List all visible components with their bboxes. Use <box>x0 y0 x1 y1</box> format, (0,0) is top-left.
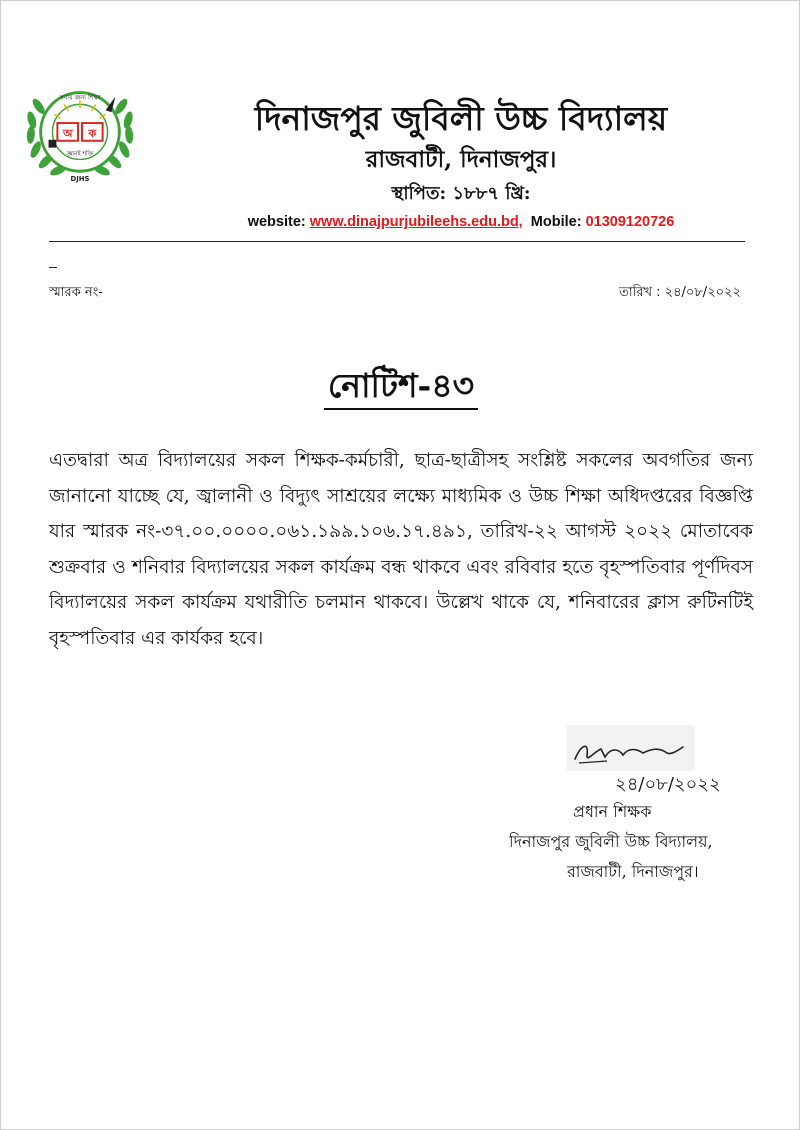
established-year: স্থাপিত: ১৮৮৭ খ্রি: <box>391 183 531 204</box>
handwritten-signature <box>567 725 695 771</box>
svg-text:অ: অ <box>63 126 73 140</box>
svg-text:DJHS: DJHS <box>70 175 90 184</box>
notice-title-text: নোটিশ-৪৩ <box>324 366 478 410</box>
svg-text:জ্ঞানই শক্তি: জ্ঞানই শক্তি <box>66 151 94 158</box>
mobile-label: Mobile: <box>530 214 582 230</box>
website-label: website: <box>247 214 306 230</box>
website-link[interactable]: www.dinajpurjubileehs.edu.bd, <box>309 214 523 230</box>
contact-line <box>151 212 771 232</box>
school-name: দিনাজপুর জুবিলী উচ্চ বিদ্যালয় <box>254 99 668 138</box>
signatory-school: দিনাজপুর জুবিলী উচ্চ বিদ্যালয়, <box>509 832 713 851</box>
header-divider-tail <box>49 267 57 268</box>
school-crest-logo <box>21 67 139 185</box>
notice-title <box>1 365 800 407</box>
signatory-address: রাজবাটী, দিনাজপুর। <box>567 862 699 881</box>
notice-date: তারিখ : ২৪/০৮/২০২২ <box>619 285 741 300</box>
memo-number-label: স্মারক নং- <box>49 285 103 300</box>
signatory-title: প্রধান শিক্ষক <box>573 802 652 821</box>
svg-text:ক: ক <box>88 126 97 140</box>
signature-date: ২৪/০৮/২০২২ <box>615 774 721 795</box>
header-divider <box>49 241 745 242</box>
school-address: রাজবাটী, দিনাজপুর। <box>365 146 557 173</box>
mobile-number: 01309120726 <box>585 214 675 230</box>
svg-text:সবার জন্য শিক্ষা: সবার জন্য শিক্ষা <box>59 93 101 102</box>
notice-body: এতদ্বারা অত্র বিদ্যালয়ের সকল শিক্ষক-কর্মচারী, ছাত্র-ছাত্রীসহ সংশ্লিষ্ট সকলের অবগতির জন্য জানানো যাচ্ছে যে, জ্বালানী ও বিদ্যুৎ সাশ্রয়ের লক্ষ্যে মাধ্যমিক ও উচ্চ শিক্ষা অধিদপ্তরের বিজ্ঞপ্তি যার স্মারক নং-৩৭.০০.০০০০.০৬১.১৯৯.১০৬.১৭.৪৯১, তারিখ-২২ আগস্ট ২০২২ মোতাবেক শুক্রবার ও শনিবার বিদ্যালয়ের সকল কার্যক্রম বন্ধ থাকবে এবং রবিবার হতে বৃহস্পতিবার পূর্ণদিবস বিদ্যালয়ের সকল কার্যক্রম যথারীতি চলমান থাকবে। উল্লেখ থাকে যে, শনিবারের ক্লাস রুটিনটিই বৃহস্পতিবার এর কার্যকর হবে। <box>49 450 753 649</box>
